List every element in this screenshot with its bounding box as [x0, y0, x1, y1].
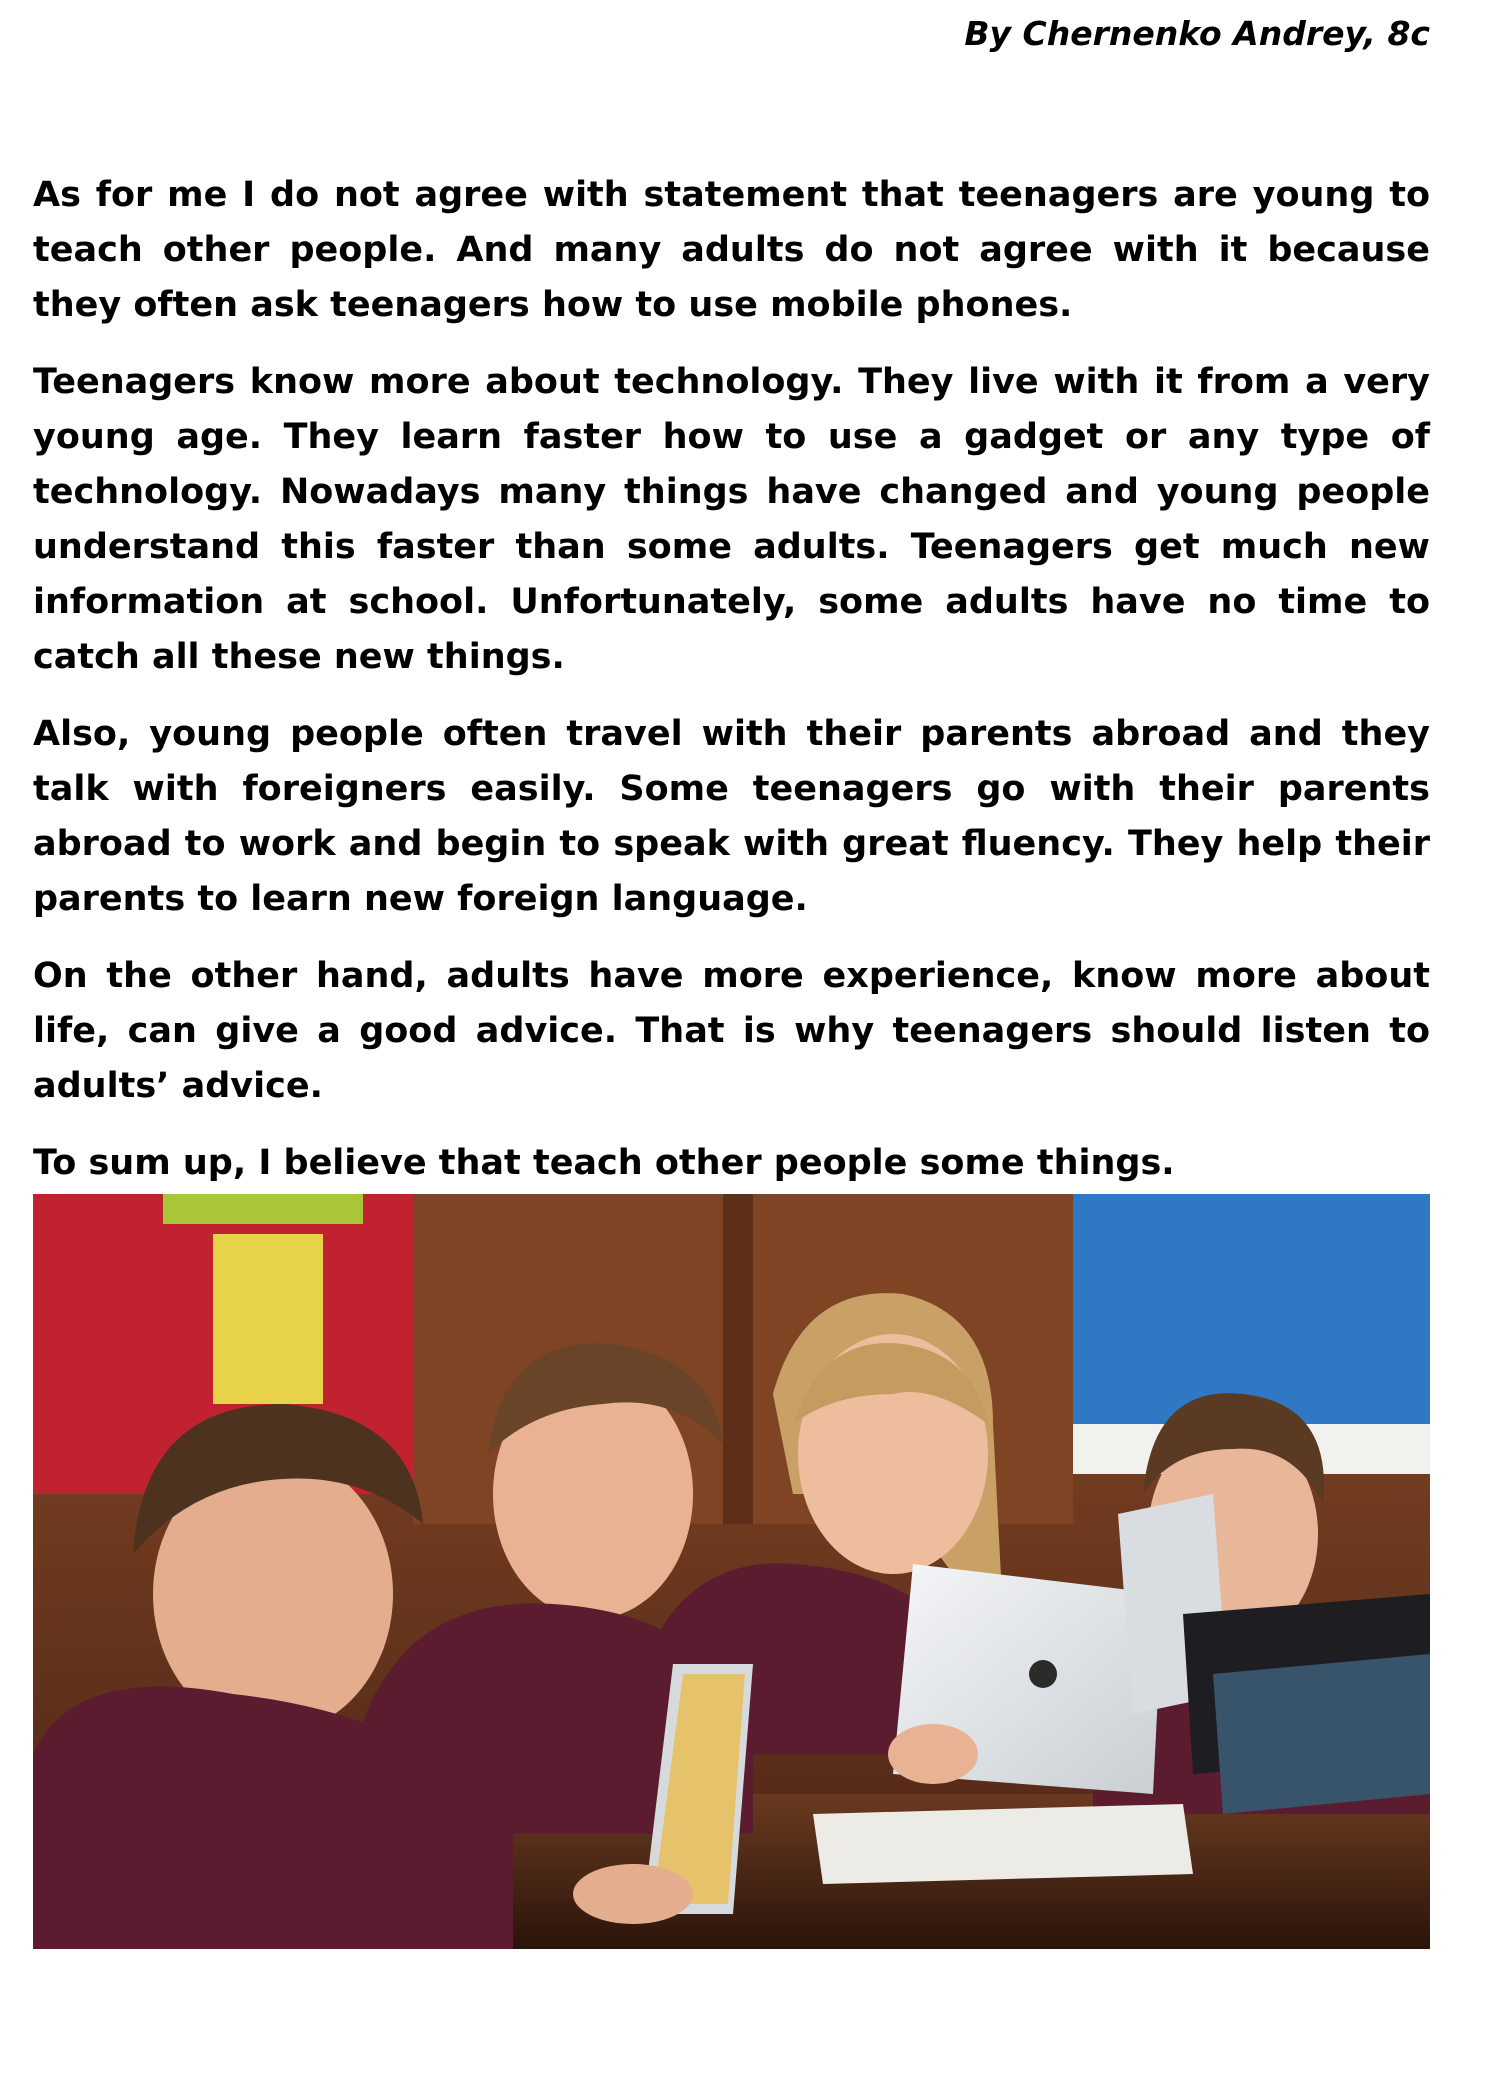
- essay-paragraph-3: Also, young people often travel with their parents abroad and they talk with foreigners easily. Some teenagers go with their parents abroad to work and begin to speak with great fluency. They help their parents to learn new foreign language.: [33, 714, 1430, 919]
- author-byline: By Chernenko Andrey, 8c: [964, 14, 1430, 53]
- students-with-tablets-photo: [33, 1194, 1430, 1949]
- essay-paragraph-5: To sum up, I believe that teach other people some things.: [33, 1143, 1175, 1183]
- essay-paragraph-2: Teenagers know more about technology. They live with it from a very young age. They learn faster how to use a gadget or any type of technology. Nowadays many things have changed and young people understand this faster than some adults. Teenagers get much new information at school. Unfortunately, some adults have no time to catch all these new things.: [33, 362, 1430, 677]
- essay-paragraph-4: On the other hand, adults have more experience, know more about life, can give a good advice. That is why teenagers should listen to adults’ advice.: [33, 956, 1430, 1106]
- essay-body: [33, 168, 1430, 1213]
- essay-paragraph-1: As for me I do not agree with statement that teenagers are young to teach other people. And many adults do not agree with it because they often ask teenagers how to use mobile phones.: [33, 175, 1430, 325]
